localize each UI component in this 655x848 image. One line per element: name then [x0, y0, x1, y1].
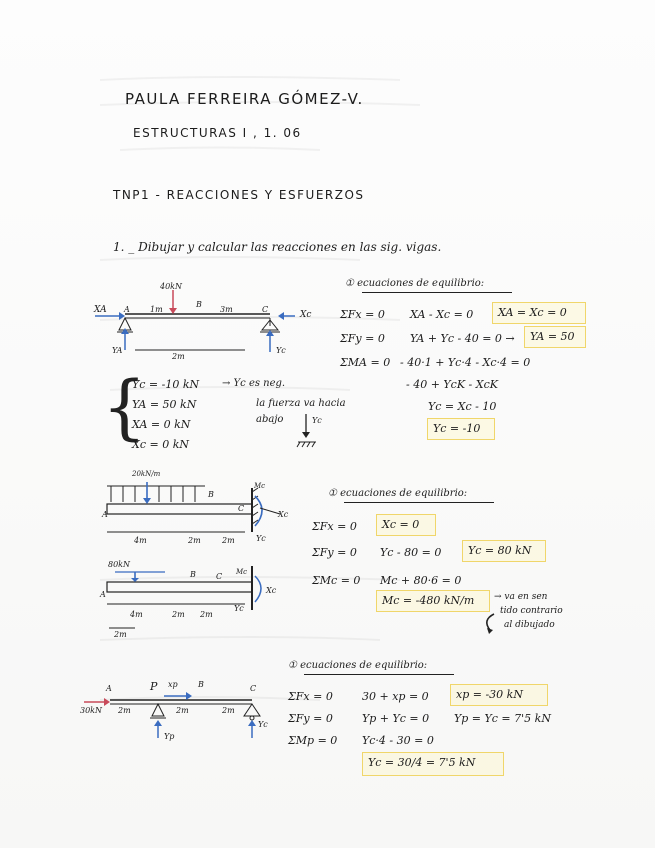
p3-load-label: 30kN — [80, 706, 103, 715]
p2-yc-label: Yc — [256, 534, 266, 543]
assignment-title: TNP1 - REACCIONES Y ESFUERZOS — [113, 188, 365, 202]
eq-heading-1: ① ecuaciones de equilibrio: — [345, 278, 485, 289]
seg1-label: 1m — [150, 305, 163, 314]
eq-heading-3: ① ecuaciones de equilibrio: — [288, 660, 428, 671]
ya-label: YA — [112, 346, 123, 355]
p2-eq3-expr: Mc + 80·6 = 0 — [380, 574, 462, 587]
p2-eq2-label: ΣFy = 0 — [312, 546, 357, 559]
p1-eq3-expr: - 40·1 + Yc·4 - Xc·4 = 0 — [400, 356, 531, 369]
p2-seg1: 4m — [134, 536, 147, 545]
p3-eq1-label: ΣFx = 0 — [288, 690, 333, 703]
p2-note-line3: al dibujado — [504, 620, 555, 630]
p2b-seg2: 2m — [172, 610, 185, 619]
p3-node-a: A — [106, 684, 112, 693]
p1-step2: Yc = Xc - 10 — [428, 400, 497, 413]
instruction-text: 1. _ Dibujar y calcular las reacciones en las sig. vigas. — [113, 240, 442, 254]
p2-note-line2: tido contrario — [500, 606, 563, 616]
node-c-label: C — [262, 305, 269, 314]
p2-eq2-result: Yc = 80 kN — [468, 544, 532, 557]
p1-step-result: Yc = -10 — [433, 422, 481, 435]
heading-underline-1 — [362, 292, 512, 293]
p1-note-force: la fuerza va hacia — [256, 398, 346, 409]
p2b-yc-label: Yc — [234, 604, 244, 613]
p2-xc-label: Xc — [278, 510, 289, 519]
p2-eq1-label: ΣFx = 0 — [312, 520, 357, 533]
summary-brace: { — [102, 366, 147, 448]
p3-node-p: P — [150, 680, 158, 693]
seg2-label: 3m — [220, 305, 233, 314]
p2b-node-a: A — [100, 590, 106, 599]
p3-eq1-expr: 30 + xp = 0 — [362, 690, 429, 703]
p1-summary-ya: YA = 50 kN — [132, 398, 197, 411]
p2b-node-b: B — [190, 570, 196, 579]
p1-eq2-expr: YA + Yc - 40 = 0 → — [410, 332, 515, 345]
p2-node-a: A — [102, 510, 108, 519]
p1-summary-yc: Yc = -10 kN — [132, 378, 200, 391]
p2-note-line1: → va en sen — [494, 592, 548, 602]
p2-mc-label: Mc — [254, 482, 266, 490]
p2-result-m: Mc = -480 kN/m — [382, 594, 475, 607]
yc-label: Yc — [276, 346, 286, 355]
p2b-xc-label: Xc — [266, 586, 277, 595]
p2b-seg1: 4m — [130, 610, 143, 619]
p3-seg1: 2m — [118, 706, 131, 715]
p1-eq3-label: ΣMA = 0 — [340, 356, 391, 369]
counterclockwise-sketch — [480, 610, 500, 634]
p3-eq2-label: ΣFy = 0 — [288, 712, 333, 725]
p1-step1: - 40 + YcK - XcK — [406, 378, 498, 391]
p1-eq1-result: XA = Xc = 0 — [498, 306, 567, 319]
p1-summary-xc: Xc = 0 kN — [132, 438, 189, 451]
p3-eq3-label: ΣMp = 0 — [288, 734, 338, 747]
p1-summary-xa: XA = 0 kN — [132, 418, 191, 431]
course-label: ESTRUCTURAS I , 1. 06 — [133, 126, 302, 140]
p3-yp-label: Yp — [164, 732, 175, 741]
p2b-base: 2m — [114, 630, 127, 639]
p1-eq2-result: YA = 50 — [530, 330, 575, 343]
p1-eq1-expr: XA - Xc = 0 — [410, 308, 474, 321]
p2-load-label: 20kN/m — [132, 470, 161, 478]
p2b-load-label: 80kN — [108, 560, 131, 569]
p3-xp-label: xp — [168, 680, 178, 689]
p3-yc-label: Yc — [258, 720, 268, 729]
p2-eq1-result: Xc = 0 — [382, 518, 420, 531]
p1-eq2-label: ΣFy = 0 — [340, 332, 385, 345]
load-label-1: 40kN — [160, 282, 183, 291]
heading-underline-3 — [304, 674, 454, 675]
p1-note-down: abajo — [256, 414, 284, 425]
p2b-mc-label: Mc — [236, 568, 248, 576]
p2-seg2: 2m — [188, 536, 201, 545]
p3-eq3-expr: Yc·4 - 30 = 0 — [362, 734, 434, 747]
p2b-node-c: C — [216, 572, 223, 581]
beam-diagram-1 — [95, 280, 325, 370]
p2-seg3: 2m — [222, 536, 235, 545]
p1-note-negative: → Yc es neg. — [222, 378, 286, 389]
p2-eq2-expr: Yc - 80 = 0 — [380, 546, 442, 559]
p2b-seg3: 2m — [200, 610, 213, 619]
p3-final: Yc = 30/4 = 7'5 kN — [368, 756, 476, 769]
p3-node-b: B — [198, 680, 204, 689]
p3-seg2: 2m — [176, 706, 189, 715]
p1-eq1-label: ΣFx = 0 — [340, 308, 385, 321]
heading-underline-2 — [344, 502, 494, 503]
node-b-label: B — [196, 300, 202, 309]
xc-label: Xc — [300, 310, 312, 320]
p3-eq1-result: xp = -30 kN — [456, 688, 523, 701]
p2-eq3-label: ΣMc = 0 — [312, 574, 361, 587]
p3-node-c: C — [250, 684, 257, 693]
p2-node-c: C — [238, 504, 245, 513]
p3-seg3: 2m — [222, 706, 235, 715]
p1-note-yc: Yc — [312, 416, 322, 425]
p2-node-b: B — [208, 490, 214, 499]
eq-heading-2: ① ecuaciones de equilibrio: — [328, 488, 468, 499]
p3-eq2-expr: Yp + Yc = 0 — [362, 712, 430, 725]
node-a-label: A — [124, 305, 130, 314]
p3-eq2-result: Yp = Yc = 7'5 kN — [454, 712, 551, 725]
xa-label: XA — [94, 305, 107, 315]
student-name: PAULA FERREIRA GÓMEZ-V. — [125, 90, 364, 108]
span-label: 2m — [172, 352, 185, 361]
